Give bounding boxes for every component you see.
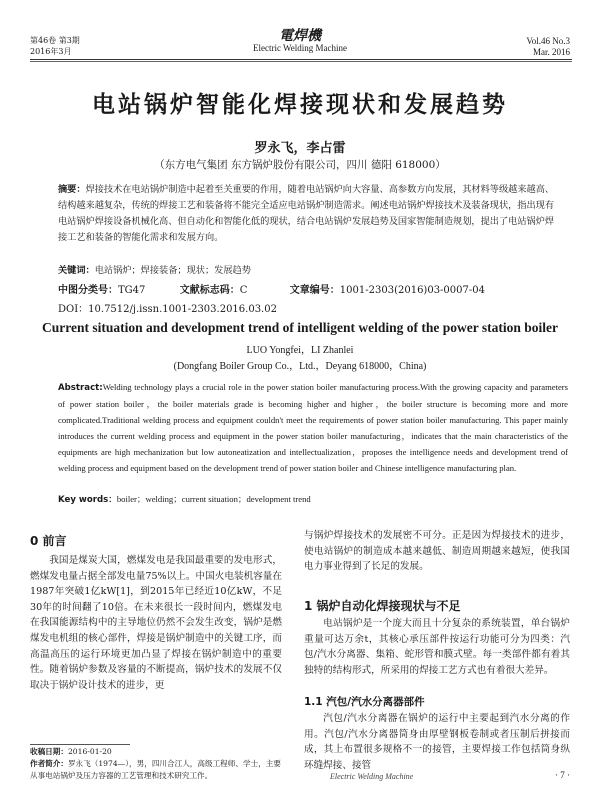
authors-en: LUO Yongfei，LI Zhanlei: [246, 345, 354, 356]
header-date-cn: 2016年3月: [30, 47, 72, 56]
abstract-cn: [58, 182, 558, 246]
footnote-rule: [30, 744, 130, 745]
journal-logo: 電焊機: [279, 28, 321, 44]
subsection-1-1-para: 汽包/汽水分离器在锅炉的运行中主要起到汽水分离的作用。汽包/汽水分离器筒身由厚壁钢板卷制或者压制后拼接而成，其上布置很多规格不一的接管，主要焊接工作包括筒身纵环缝焊接、接管: [304, 713, 570, 771]
section-1-body: [304, 616, 570, 678]
footnote: [30, 746, 282, 782]
footer-journal-script: Electric Welding Machine: [330, 772, 414, 781]
classification: [58, 281, 558, 296]
paper-title: 电站锅炉智能化焊接现状和发展趋势: [92, 91, 508, 118]
header-rule: [30, 59, 572, 60]
subsection-1-1-body: [304, 711, 570, 773]
journal-name-en: Electric Welding Machine: [252, 43, 348, 53]
header-volume-en: Vol.46 No.3: [526, 36, 570, 46]
keywords-en-text: boiler；welding；current situation；development trend: [116, 494, 311, 504]
header-date-en: Mar. 2016: [533, 47, 570, 57]
section-1-para-1: 电站锅炉是一个庞大而且十分复杂的系统装置，单台锅炉重量可达万余t，其核心承压部件按运行功能可分为四类：汽包/汽水分离器、集箱、蛇形管和膜式壁。每一类部件都有着其独特的结构形式，所采用的焊接工艺方式也有着很大差异。: [304, 618, 570, 676]
section-0-body: [30, 553, 282, 693]
section-0-heading: 0 前言: [30, 534, 67, 548]
affiliation-en: (Dongfang Boiler Group Co.，Ltd.，Deyang 618000，China): [173, 361, 427, 372]
received-label: 收稿日期：: [30, 747, 68, 756]
subsection-1-1-heading: 1.1 汽包/汽水分离器部件: [304, 696, 425, 708]
keywords-cn-text: 电站锅炉；焊接装备；现状；发展趋势: [94, 265, 251, 276]
section-1-heading: 1 锅炉自动化焊接现状与不足: [304, 599, 461, 613]
header-volume-cn: 第46卷 第3期: [30, 36, 80, 45]
section-0-continued: [304, 528, 570, 575]
abstract-en: [58, 379, 568, 476]
affiliation: （东方电气集团 东方锅炉股份有限公司，四川 德阳 618000）: [154, 159, 446, 171]
bio-text: 罗永飞（1974—），男，四川合江人，高级工程师、学士，主要从事电站锅炉及压力容器的工艺管理和技术研究工作。: [30, 759, 281, 780]
clc-value: TG47: [118, 285, 146, 296]
keywords-cn-label: 关键词：: [58, 265, 95, 276]
abstract-cn-text: 焊接技术在电站锅炉制造中起着至关重要的作用，随着电站锅炉向大容量、高参数方向发展，其材料等级越来越高、结构越来越复杂，传统的焊接工艺和装备将不能完全适应电站锅炉制造需求。阐述电站锅炉焊接技术及装备现状，指出现有电站锅炉焊接设备机械化高、但自动化和智能化低的现状，结合电站锅炉发展趋势及国家智能制造规划，提出了电站锅炉焊接工艺和装备的智能化需求和发展方向。: [58, 184, 555, 243]
doc-code-value: C: [239, 285, 248, 296]
article-no-value: 1001-2303(2016)03-0007-04: [339, 285, 485, 296]
section-0-para-2: 与锅炉焊接技术的发展密不可分。正是因为焊接技术的进步，使电站锅炉的制造成本越来越低、制造周期越来越短，使我国电力事业得到了长足的发展。: [304, 530, 570, 573]
doc-code-label: 文献标志码：: [179, 285, 240, 296]
doi: DOI：10.7512/j.issn.1001-2303.2016.03.02: [58, 304, 277, 315]
bio-label: 作者简介：: [30, 759, 68, 768]
header-rule-thin: [30, 61, 572, 62]
abstract-en-label: Abstract:: [58, 383, 103, 393]
paper-title-en: Current situation and development trend of intelligent welding of the power station boiler: [42, 320, 558, 335]
abstract-en-text: Welding technology plays a crucial role in the power station boiler manufacturing process.With the growing capacity and parameters of power station boiler，the boiler materials grade is becoming higher and higher，the boiler structure is becoming more and more complicated.Traditional welding process and equipment couldn't meet the requirements of power station boiler manufacturing. This paper mainly introduces the current welding process and equipment in the power station boiler manufacturing，indicates that the main characteristics of the equipments are high mechanization but low autoneatization and intellectualization，proposes the intelligence needs and development trend of welding process and equipment based on the development trend of power station boiler and Chinese intelligence manufacturing plan.: [58, 382, 568, 473]
received-date: 2016-01-20: [67, 747, 112, 756]
article-no-label: 文章编号：: [289, 285, 340, 296]
keywords-cn: [58, 262, 251, 276]
abstract-cn-label: 摘要：: [58, 184, 86, 195]
keywords-en: [58, 493, 311, 505]
authors: 罗永飞，李占雷: [254, 141, 346, 156]
keywords-en-label: Key words：: [58, 495, 117, 505]
clc-label: 中图分类号：: [58, 285, 118, 296]
section-0-para-1: 我国是煤炭大国，燃煤发电是我国最重要的发电形式，燃煤发电量占据全部发电量75%以上。中国火电装机容量在1987年突破1亿kW[1]，到2015年已经近10亿kW，不足30年的时间翻了10倍。在未来很长一段时间内，燃煤发电在我国能源结构中的主导地位仍然不会发生改变，锅炉是燃煤发电机组的核心部件，焊接是锅炉制造中的关键工序，而高温高压的运行环境更加凸显了焊接在锅炉制造中的重要性。随着锅炉参数及容量的不断提高，锅炉技术的发展不仅取决于锅炉设计技术的进步，更: [30, 555, 282, 691]
page-number: · 7 ·: [555, 770, 570, 780]
